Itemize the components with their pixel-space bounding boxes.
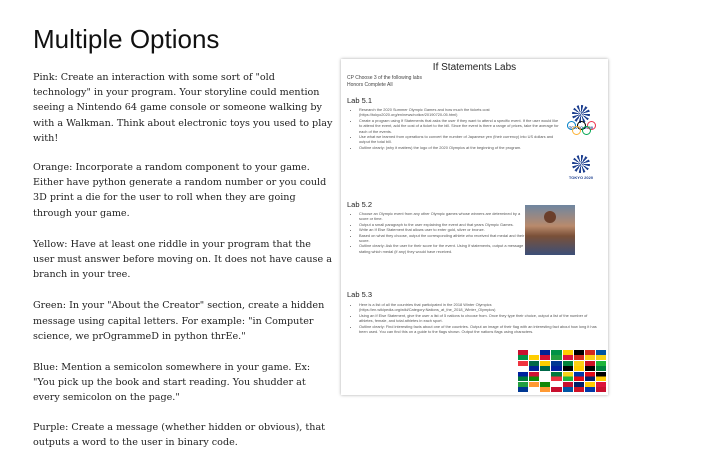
flag-tile xyxy=(596,350,606,360)
lab-bullet: • Create a program using If Statements that asks the user if they want to attend a specific event. If the user would like to attend the event, add the cost of a ticket to the bill. Since the event is there a range of prices, take the average for each of the events. xyxy=(359,118,559,134)
flag-tile xyxy=(518,350,528,360)
flag-tile xyxy=(529,382,539,392)
lab-bullet: • Outline clearly: Find interesting facts about one of the countries. Output an image of their flag with an interesting fact about how long it has been used. You can find this on a guide to the flags shown. Output the nations flags using characters. xyxy=(359,324,599,335)
flag-tile xyxy=(551,382,561,392)
doc-meta-line: CP Choose 3 of the following labs xyxy=(347,75,422,81)
emblem-icon xyxy=(572,155,590,173)
option-yellow: Yellow: Have at least one riddle in your program that the user must answer before moving on. It does not have cause a branch in your tree. xyxy=(33,238,332,281)
lab-heading: Lab 5.2 xyxy=(347,200,373,209)
world-flags-image xyxy=(518,350,606,392)
slide-title: Multiple Options xyxy=(33,24,220,54)
lab-bullet: • Output a small paragraph to the user explaining the event and that years Olympic Games. xyxy=(359,222,527,227)
flag-tile xyxy=(596,372,606,382)
flag-tile xyxy=(551,361,561,371)
flag-tile xyxy=(585,350,595,360)
option-orange: Orange: Incorporate a random component to your game. Either have python generate a random number or you could 3D print a die for the user to roll when they are going through your game. xyxy=(33,162,327,219)
logo-text: TOKYO 2020 xyxy=(568,125,594,130)
lab-bullet: • Outline clearly: Ask the user for their score for the event. Using If statements, output a message stating which medal (if any) they would have received. xyxy=(359,243,527,254)
flag-tile xyxy=(574,372,584,382)
flag-tile xyxy=(540,382,550,392)
lab-heading: Lab 5.1 xyxy=(347,96,373,105)
swimmer-head xyxy=(544,211,556,223)
labs-document-image xyxy=(341,59,608,395)
flag-tile xyxy=(518,382,528,392)
lab-bullet: • Outline clearly: (why it matters) the logo of the 2020 Olympics at the beginning of the program. xyxy=(359,145,559,150)
lab-bullet: • Write an If Else Statement that allows user to enter gold, silver or bronze. xyxy=(359,227,527,232)
option-pink: Pink: Create an interaction with some sort of "old technology" in your program. Your storyline could mention seeing a Nintendo 64 game console or someone walking by with a Walkman. Think about electronic toys you used to play with! xyxy=(33,72,333,144)
lab-heading: Lab 5.3 xyxy=(347,290,373,299)
options-list xyxy=(33,70,333,450)
flag-tile xyxy=(563,372,573,382)
tokyo-2020-paralympics-logo xyxy=(563,153,599,187)
flag-tile xyxy=(518,372,528,382)
flag-tile xyxy=(585,372,595,382)
tokyo-2020-olympics-logo xyxy=(563,103,599,137)
olympic-rings-icon xyxy=(567,121,597,135)
doc-meta xyxy=(347,75,422,89)
lab-bullet: • Based on what they choose, output the corresponding athlete who received that medal and their score. xyxy=(359,233,527,244)
flag-tile xyxy=(551,350,561,360)
flag-tile xyxy=(563,382,573,392)
lab-bullet: • Research the 2020 Summer Olympic Games and how much the tickets cost (https://tokyo2020.org/en/news/notice/20190720-05.html) xyxy=(359,107,559,118)
lab-bullets xyxy=(353,107,559,150)
flag-tile xyxy=(574,361,584,371)
lab-bullet: • Here is a list of all the countries that participated in the 2018 Winter Olympics (https://en.wikipedia.org/wiki/Category:Nations_at_the_2018_Winter_Olympics) xyxy=(359,302,599,313)
flag-tile xyxy=(529,372,539,382)
flag-tile xyxy=(596,382,606,392)
lab-bullets xyxy=(353,302,599,334)
doc-title: If Statements Labs xyxy=(432,62,517,73)
flag-tile xyxy=(529,350,539,360)
option-blue: Blue: Mention a semicolon somewhere in your game. Ex: "You pick up the book and start reading. You shudder at every semicolon on the page." xyxy=(33,362,311,404)
flag-tile xyxy=(574,350,584,360)
option-green: Green: In your "About the Creator" section, create a hidden message using capital letters. For example: "in Computer science, we prOgrammeD in python thrEe." xyxy=(33,300,325,342)
swimmer-photo xyxy=(525,205,575,255)
lab-bullet: • Using an If Else Statement, give the user a list of 5 nations to choose from. Once they type their choice, output a list of the number of athletes, female, and total athletes in each sport. xyxy=(359,313,599,324)
flag-tile xyxy=(563,350,573,360)
flag-tile xyxy=(540,350,550,360)
flag-tile xyxy=(585,382,595,392)
flag-tile xyxy=(540,361,550,371)
flag-tile xyxy=(585,361,595,371)
flag-tile xyxy=(596,361,606,371)
logo-text: TOKYO 2020 xyxy=(568,175,594,180)
flag-tile xyxy=(563,361,573,371)
lab-bullet: • Use what we learned from operations to convert the number of Japanese yen (their currency) into US dollars and output the total bill. xyxy=(359,134,559,145)
flag-tile xyxy=(574,382,584,392)
doc-meta-line: Honors Complete All xyxy=(347,82,393,88)
option-purple: Purple: Create a message (whether hidden or obvious), that outputs a word to the user in binary code. xyxy=(33,421,326,448)
lab-bullet: • Choose an Olympic event from any other Olympic games whose winners are determined by a score or time. xyxy=(359,211,527,222)
flag-tile xyxy=(529,361,539,371)
lab-bullets xyxy=(353,211,527,254)
flag-tile xyxy=(518,361,528,371)
flag-tile xyxy=(540,372,550,382)
flag-tile xyxy=(551,372,561,382)
